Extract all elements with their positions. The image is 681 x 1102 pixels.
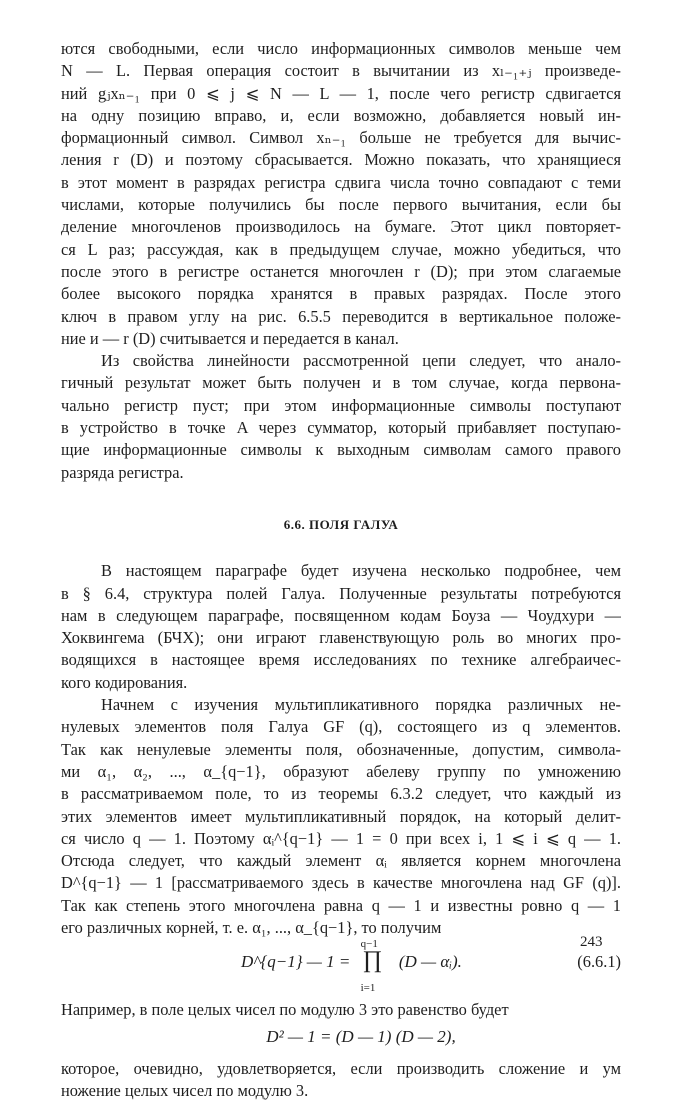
text-line: кого кодирования. — [61, 672, 188, 692]
text-line: в рассматриваемом поле, то из теоремы 6.3.2 следует, что каждый из — [61, 784, 621, 804]
text-line: Так как ненулевые элементы поля, обозначенные, допустим, символа- — [61, 739, 621, 759]
equation-6-6-1 — [61, 939, 621, 999]
text-line: ся число q — 1. Поэтому αᵢ^{q−1} — 1 = 0 при всех i, 1 ⩽ i ⩽ q — 1. — [61, 828, 621, 848]
equation-rhs: (D — αᵢ). — [398, 952, 462, 972]
text-line: ний gⱼxₙ₋₁ при 0 ⩽ j ⩽ N — L — 1, после чего регистр сдвигается — [61, 83, 621, 103]
product-upper-limit: q−1 — [360, 938, 378, 951]
text-line: Так как степень этого многочлена равна q — 1 и известны ровно q — 1 — [61, 895, 621, 915]
text-line: после этого в регистре останется многочлен r (D); при этом слагаемые — [61, 261, 621, 281]
page-body — [61, 38, 621, 1102]
text-line: ние и — r (D) считывается и передается в канал. — [61, 328, 399, 348]
paragraph-register-description — [61, 38, 621, 350]
text-line: ления r (D) и поэтому сбрасывается. Можно показать, что хранящиеся — [61, 150, 621, 170]
text-line: Из свойства линейности рассмотренной цепи следует, что анало- — [101, 351, 621, 371]
equation-number: (6.6.1) — [577, 952, 621, 972]
text-line: на одну позицию вправо, и, если возможно, добавляется новый ин- — [61, 105, 621, 125]
text-line: ми α₁, α₂, ..., α_{q−1}, образуют абелеву группу по умножению — [61, 761, 621, 781]
product-operator — [355, 938, 395, 995]
paragraph-linearity — [61, 350, 621, 484]
text-line: чально регистр пуст; при этом информационные символы поступают — [61, 395, 621, 415]
text-line: которое, очевидно, удовлетворяется, если производить сложение и ум — [61, 1058, 621, 1078]
text-line: его различных корней, т. е. α₁, ..., α_{q−1}, то получим — [61, 917, 442, 937]
text-line: формационный символ. Символ xₙ₋₁ больше не требуется для вычис- — [61, 128, 621, 148]
text-line: в этот момент в разрядах регистра сдвига числа точно совпадают с теми — [61, 172, 621, 192]
text-line: ключ в правом углу на рис. 6.5.5 переводится в вертикальное положе- — [61, 306, 621, 326]
text-line: нам в следующем параграфе, посвященном кодам Боуза — Чоудхури — — [61, 605, 621, 625]
text-line: водящихся в настоящее время исследованиях по технике алгебраичес- — [61, 650, 621, 670]
equation-example: D² — 1 = (D — 1) (D — 2), — [266, 1026, 456, 1046]
text-line: гичный результат может быть получен и в том случае, когда первона- — [61, 373, 621, 393]
product-symbol: ∏ — [362, 947, 383, 974]
paragraph-multiplicative-order — [61, 694, 621, 939]
text-line: Например, в поле целых чисел по модулю 3 это равенство будет — [61, 1000, 509, 1020]
paragraph-galois-intro — [61, 560, 621, 694]
product-lower-limit: i=1 — [360, 982, 376, 995]
text-line: в § 6.4, структура полей Галуа. Полученные результаты потребуются — [61, 583, 621, 603]
equation-lhs: D^{q−1} — 1 = — [241, 952, 351, 972]
text-line: В настоящем параграфе будет изучена несколько подробнее, чем — [101, 561, 621, 581]
paragraph-example — [61, 999, 621, 1021]
text-line: Хоквингема (БЧХ); они играют главенствующую роль во многих про- — [61, 628, 621, 648]
page-number: 243 — [580, 934, 603, 950]
text-line: деление многочленов производилось на бумаге. Этот цикл повторяет- — [61, 217, 621, 237]
text-line: ются свободными, если число информационных символов меньше чем — [61, 39, 621, 58]
text-line: разряда регистра. — [61, 462, 184, 482]
text-line: ся L раз; рассуждая, как в предыдущем случае, можно убедиться, что — [61, 239, 621, 259]
text-line: Отсюда следует, что каждый элемент αᵢ является корнем многочлена — [61, 851, 621, 871]
text-line: в устройство в точке A через сумматор, который прибавляет поступаю- — [61, 418, 621, 438]
text-line: D^{q−1} — 1 [рассматриваемого здесь в качестве многочлена над GF (q)]. — [61, 873, 621, 893]
text-line: Начнем с изучения мультипликативного порядка различных не- — [101, 695, 621, 715]
equation-body — [241, 938, 462, 995]
text-line: нулевых элементов поля Галуа GF (q), состоящего из q элементов. — [61, 717, 621, 737]
text-line: числами, которые получились бы после первого вычитания, если бы — [61, 195, 621, 215]
text-line: N — L. Первая операция состоит в вычитании из xₗ₋₁₊ⱼ произведе- — [61, 61, 621, 81]
text-line: более высокого порядка хранятся в правых разрядах. После этого — [61, 284, 621, 304]
paragraph-conclusion — [61, 1058, 621, 1102]
section-title: 6.6. ПОЛЯ ГАЛУА — [283, 516, 399, 532]
text-line: ножение целых чисел по модулю 3. — [61, 1081, 309, 1101]
text-line: этих элементов имеет мультипликативный порядок, на который делит- — [61, 806, 621, 826]
text-line: щие информационные символы к выходным символам самого правого — [61, 440, 621, 460]
